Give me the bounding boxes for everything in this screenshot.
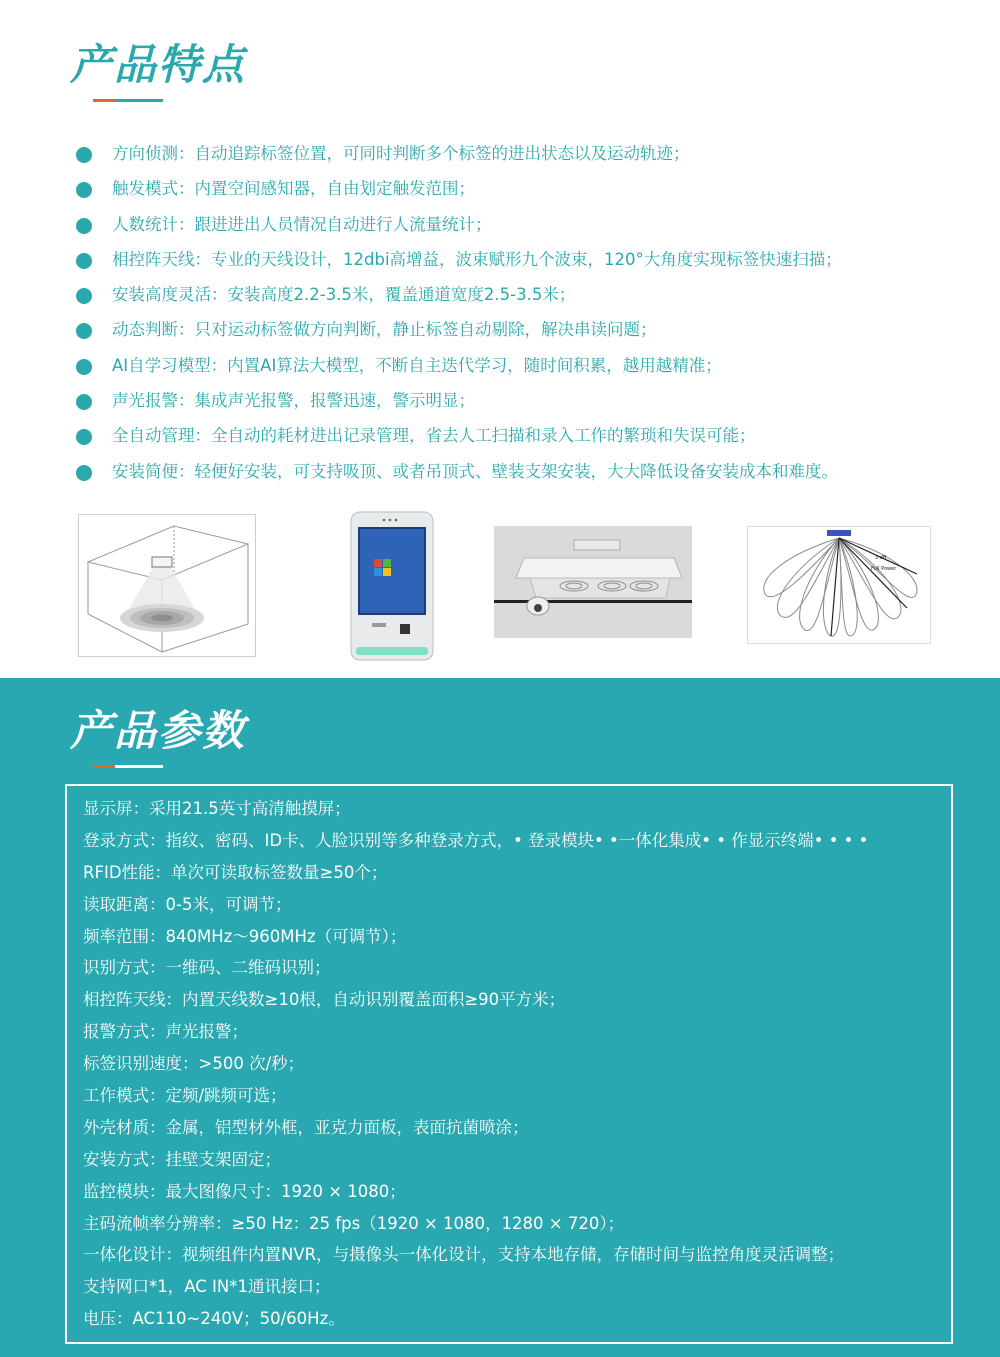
param-item: 工作模式：定频/跳频可选；: [83, 1086, 287, 1106]
beam-pattern-image: [747, 526, 931, 644]
param-item: 监控模块：最大图像尺寸：1920 × 1080；: [83, 1181, 406, 1201]
features-title-underline: [93, 99, 163, 102]
features-title: 产品特点: [70, 40, 247, 89]
feature-item: 相控阵天线：专业的天线设计，12dbi高增益，波束赋形九个波束，120°大角度实现标签快速扫描；: [76, 247, 976, 282]
feature-item: AI自学习模型：内置AI算法大模型，不断自主迭代学习，随时间积累，越用越精准；: [76, 353, 976, 388]
param-item: 安装方式：挂壁支架固定；: [83, 1149, 281, 1169]
features-list: [76, 141, 976, 494]
param-item: 报警方式：声光报警；: [83, 1022, 248, 1042]
param-item: 一体化设计：视频组件内置NVR，与摄像头一体化设计，支持本地存储，存储时间与监控角度灵活调整；: [83, 1245, 845, 1265]
params-list: [83, 796, 963, 1338]
feature-item: 触发模式：内置空间感知器，自由划定触发范围；: [76, 176, 976, 211]
param-item: 外壳材质：金属，铝型材外框，亚克力面板，表面抗菌喷涂；: [83, 1117, 529, 1137]
feature-item: 方向侦测：自动追踪标签位置，可同时判断多个标签的进出状态以及运动轨迹；: [76, 141, 976, 176]
params-section: [0, 678, 1000, 1357]
param-item: 频率范围：840MHz～960MHz（可调节）；: [83, 926, 407, 946]
feature-item: 动态判断：只对运动标签做方向判断，静止标签自动剔除，解决串读问题；: [76, 317, 976, 352]
bullet-icon: [76, 394, 92, 410]
kiosk-terminal-image: [350, 511, 434, 661]
feature-item: 安装简便：轻便好安装，可支持吸顶、或者吊顶式、壁装支架安装，大大降低设备安装成本和难度。: [76, 459, 976, 494]
bullet-icon: [76, 323, 92, 339]
param-item: 主码流帧率分辨率：≥50 Hz：25 fps（1920 × 1080，1280 × 720）；: [83, 1213, 625, 1233]
param-item: 登录方式：指纹、密码、ID卡、人脸识别等多种登录方式，• 登录模块• •一体化集成• • 作显示终端• • • •: [83, 830, 869, 850]
ceiling-antenna-image: [494, 526, 692, 638]
param-item: RFID性能：单次可读取标签数量≥50个；: [83, 862, 388, 882]
param-item: 标签识别速度：>500 次/秒；: [83, 1054, 305, 1074]
bullet-icon: [76, 218, 92, 234]
feature-item: 全自动管理：全自动的耗材进出记录管理，省去人工扫描和录入工作的繁琐和失误可能；: [76, 423, 976, 458]
bullet-icon: [76, 182, 92, 198]
bullet-icon: [76, 359, 92, 375]
beam-label-3db: 3 dB: [875, 555, 887, 561]
param-item: 相控阵天线：内置天线数≥10根，自动识别覆盖面积≥90平方米；: [83, 990, 566, 1010]
bullet-icon: [76, 429, 92, 445]
feature-item: 安装高度灵活：安装高度2.2-3.5米，覆盖通道宽度2.5-3.5米；: [76, 282, 976, 317]
coverage-diagram-image: [78, 514, 256, 657]
bullet-icon: [76, 147, 92, 163]
param-item: 读取距离：0-5米，可调节；: [83, 894, 292, 914]
param-item: 显示屏：采用21.5英寸高清触摸屏；: [83, 799, 351, 818]
params-box: [65, 784, 953, 1344]
features-section: [0, 0, 1000, 678]
bullet-icon: [76, 465, 92, 481]
feature-item: 声光报警：集成声光报警，报警迅速，警示明显；: [76, 388, 976, 423]
params-title-underline: [93, 765, 163, 768]
params-title: 产品参数: [70, 706, 247, 755]
bullet-icon: [76, 253, 92, 269]
beam-label-full-power: Full Power: [871, 566, 897, 572]
product-images-row: [0, 505, 1000, 665]
param-item: 电压：AC110~240V；50/60Hz。: [83, 1309, 345, 1329]
param-item: 支持网口*1，AC IN*1通讯接口；: [83, 1277, 331, 1297]
param-item: 识别方式：一维码、二维码识别；: [83, 958, 331, 978]
bullet-icon: [76, 288, 92, 304]
feature-item: 人数统计：跟进进出人员情况自动进行人流量统计；: [76, 212, 976, 247]
